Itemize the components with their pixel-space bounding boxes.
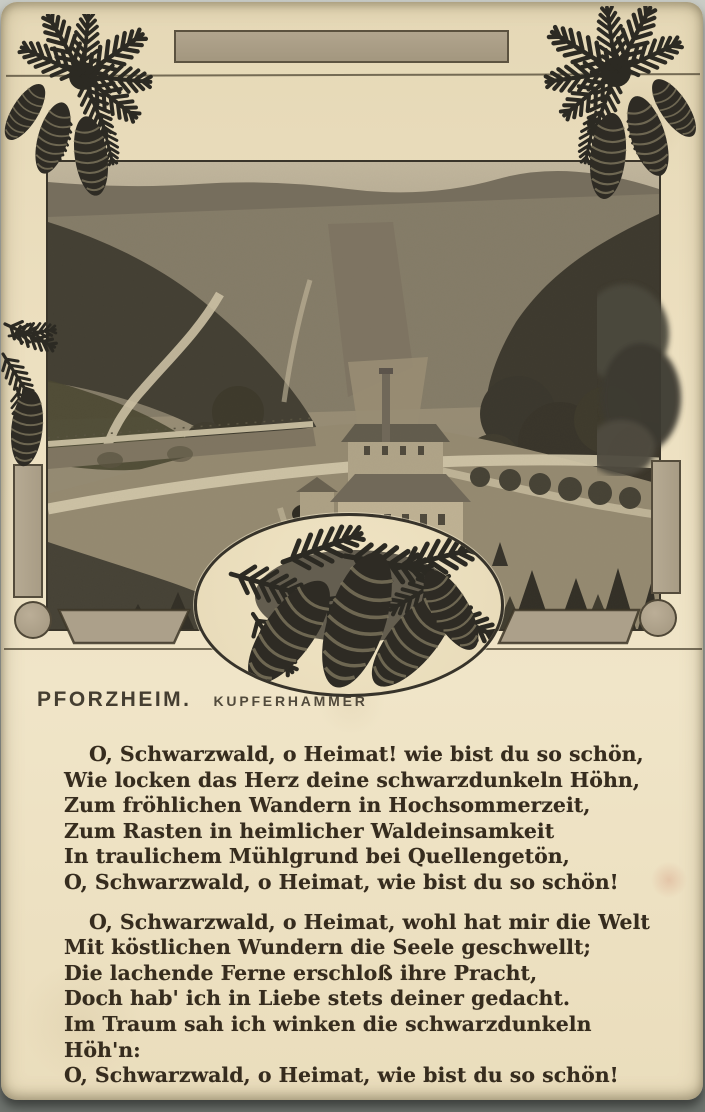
postcard-paper bbox=[1, 2, 703, 1100]
caption-subtitle: KUPFERHAMMER bbox=[213, 693, 368, 709]
poem-stanza-1 bbox=[64, 742, 664, 896]
left-ornament-circle bbox=[14, 601, 52, 639]
poem-line: O, Schwarzwald, o Heimat! wie bist du so schön, bbox=[89, 742, 644, 766]
left-ornament-trapezoid bbox=[57, 608, 191, 645]
poem-line: Die lachende Ferne erschloß ihre Pracht, bbox=[64, 960, 538, 985]
pine-branch-cluster-icon bbox=[529, 6, 704, 201]
caption bbox=[37, 688, 368, 712]
poem-line: Zum fröhlichen Wandern in Hochsommerzeit, bbox=[64, 793, 591, 818]
pinecone-arrangement-icon bbox=[197, 516, 501, 694]
poem-line: In traulichem Mühlgrund bei Quellengetön, bbox=[64, 844, 570, 869]
right-ornament-trapezoid bbox=[497, 608, 641, 645]
right-ornament-circle bbox=[639, 599, 677, 637]
right-ornament-bar bbox=[651, 460, 681, 594]
title-banner bbox=[174, 30, 509, 63]
pinecone-oval-inset bbox=[194, 513, 504, 697]
poem-line: Wie locken das Herz deine schwarzdunkeln Höhn, bbox=[64, 767, 640, 792]
poem-line: Im Traum sah ich winken die schwarzdunkeln Höh'n: bbox=[64, 1011, 592, 1062]
poem-stanza-2 bbox=[64, 910, 664, 1089]
left-ornament-bar bbox=[13, 464, 43, 598]
poem-line: Doch hab' ich in Liebe stets deiner gedacht. bbox=[64, 986, 571, 1011]
poem bbox=[64, 742, 664, 1103]
caption-city: PFORZHEIM. bbox=[37, 688, 192, 711]
poem-line: Zum Rasten in heimlicher Waldeinsamkeit bbox=[64, 818, 555, 843]
poem-line: O, Schwarzwald, o Heimat, wie bist du so schön! bbox=[64, 869, 619, 894]
pine-branch-cluster-icon bbox=[0, 14, 170, 199]
tree-foliage-overflow bbox=[597, 278, 705, 476]
poem-line: Mit köstlichen Wundern die Seele geschwellt; bbox=[64, 935, 592, 960]
poem-line: O, Schwarzwald, o Heimat, wohl hat mir die Welt bbox=[89, 909, 650, 934]
pine-sprig-icon bbox=[0, 296, 67, 471]
poem-line: O, Schwarzwald, o Heimat, wie bist du so schön! bbox=[64, 1063, 619, 1088]
